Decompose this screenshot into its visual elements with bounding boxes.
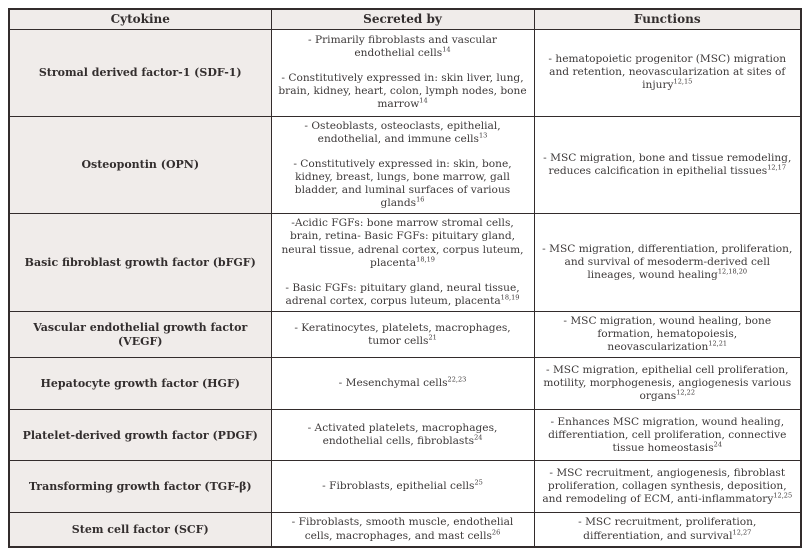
secreted-by-cell: [271, 116, 534, 214]
cell-paragraph: - Enhances MSC migration, wound healing, differentiation, cell proliferation, connective tissue homeostasis$^{24}$: [548, 415, 787, 454]
functions-cell: [534, 461, 801, 513]
functions-cell: [534, 116, 801, 214]
table-row: [9, 358, 801, 410]
cell-paragraph: - MSC migration, wound healing, bone formation, hematopoiesis, neovascularization$^{12,21}$: [563, 315, 772, 354]
table-row: [9, 461, 801, 513]
cell-paragraph: - Activated platelets, macrophages, endothelial cells, fibroblasts$^{24}$: [307, 422, 498, 448]
column-header-cytokine: Cytokine: [9, 9, 271, 29]
table-body: [9, 29, 801, 547]
citation-superscript: 18,19: [500, 293, 520, 302]
secreted-by-cell: [271, 312, 534, 358]
column-header-functions: Functions: [534, 9, 801, 29]
citation-superscript: 24: [474, 433, 483, 442]
cell-paragraph: - MSC migration, bone and tissue remodeling, reduces calcification in epithelial tissues$^{12,17}$: [543, 151, 792, 177]
citation-superscript: 24: [713, 440, 722, 449]
functions-cell: [534, 358, 801, 410]
table-row: [9, 312, 801, 358]
secreted-by-cell: [271, 358, 534, 410]
cell-paragraph: - hematopoietic progenitor (MSC) migration and retention, neovascularization at sites of injury$^{12,15}$: [548, 52, 787, 92]
cell-paragraph: - Fibroblasts, epithelial cells$^{25}$: [322, 478, 483, 493]
cell-paragraph: - Osteoblasts, osteoclasts, epithelial, endothelial, and immune cells$^{13}$: [304, 119, 501, 145]
citation-superscript: 21: [428, 333, 437, 342]
citation-superscript: 14: [442, 45, 451, 54]
citation-superscript: 16: [416, 195, 425, 204]
cell-paragraph: - MSC recruitment, angiogenesis, fibroblast proliferation, collagen synthesis, deposition, and remodeling of ECM, anti-inflammatory$^{12,25}$: [542, 467, 793, 506]
functions-cell: [534, 29, 801, 116]
citation-superscript: 18,19: [416, 255, 435, 264]
cytokine-cell: Platelet-derived growth factor (PDGF): [9, 410, 271, 461]
table-row: [9, 410, 801, 461]
cytokine-cell: Vascular endothelial growth factor (VEGF): [9, 312, 271, 358]
cytokine-cell: Transforming growth factor (TGF-β): [9, 461, 271, 513]
cytokine-cell: Hepatocyte growth factor (HGF): [9, 358, 271, 410]
cell-paragraph: - MSC migration, differentiation, proliferation, and survival of mesoderm-derived cell lineages, wound healing$^{12,18,20}$: [542, 242, 793, 282]
table-row: [9, 29, 801, 116]
cytokine-cell: Stromal derived factor-1 (SDF-1): [9, 29, 271, 116]
header-row: [9, 9, 801, 29]
citation-superscript: 22,23: [447, 375, 467, 384]
table-row: [9, 214, 801, 312]
cell-paragraph: - Constitutively expressed in: skin liver, lung, brain, kidney, heart, colon, lymph nodes, bone marrow$^{14}$: [278, 71, 527, 111]
secreted-by-cell: [271, 513, 534, 547]
functions-cell: [534, 513, 801, 547]
cell-paragraph: - Keratinocytes, platelets, macrophages, tumor cells$^{21}$: [294, 321, 511, 347]
secreted-by-cell: [271, 29, 534, 116]
citation-superscript: 26: [491, 527, 501, 536]
cell-paragraph: - Constitutively expressed in: skin, bone, kidney, breast, lungs, bone marrow, gall bladder, and luminal surfaces of various glands$^{16}$: [293, 157, 512, 210]
cell-paragraph: - Primarily fibroblasts and vascular endothelial cells$^{14}$: [308, 33, 497, 59]
citation-superscript: 12,15: [673, 77, 693, 86]
citation-superscript: 12,25: [773, 491, 793, 500]
citation-superscript: 12,22: [676, 388, 696, 397]
citation-superscript: 12,18,20: [717, 267, 748, 276]
table-row: [9, 116, 801, 214]
cytokine-table: [8, 8, 802, 548]
cytokine-cell: Osteopontin (OPN): [9, 116, 271, 214]
cell-paragraph: -Acidic FGFs: bone marrow stromal cells, brain, retina- Basic FGFs: pituitary gland, neural tissue, adrenal cortex, corpus luteum, placenta$^{18,19}$: [281, 217, 524, 269]
cell-paragraph: - Fibroblasts, smooth muscle, endothelial cells, macrophages, and mast cells$^{26}$: [291, 516, 514, 542]
secreted-by-cell: [271, 461, 534, 513]
secreted-by-cell: [271, 214, 534, 312]
functions-cell: [534, 410, 801, 461]
cytokine-cell: Basic fibroblast growth factor (bFGF): [9, 214, 271, 312]
cell-paragraph: - MSC migration, epithelial cell proliferation, motility, morphogenesis, angiogenesis various organs$^{12,22}$: [543, 364, 792, 403]
cytokine-cell: Stem cell factor (SCF): [9, 513, 271, 547]
cell-paragraph: - MSC recruitment, proliferation, differentiation, and survival$^{12,27}$: [578, 516, 757, 542]
column-header-secreted-by: Secreted by: [271, 9, 534, 29]
cell-paragraph: - Mesenchymal cells$^{22,23}$: [338, 375, 467, 390]
citation-superscript: 12,21: [708, 339, 728, 348]
citation-superscript: 13: [478, 131, 488, 140]
citation-superscript: 14: [419, 96, 428, 105]
functions-cell: [534, 214, 801, 312]
table-row: [9, 513, 801, 547]
functions-cell: [534, 312, 801, 358]
citation-superscript: 25: [474, 478, 483, 487]
citation-superscript: 12,27: [732, 527, 752, 536]
citation-superscript: 12,17: [767, 163, 786, 172]
cell-paragraph: - Basic FGFs: pituitary gland, neural tissue, adrenal cortex, corpus luteum, placenta$^{18,19}$: [285, 281, 520, 307]
secreted-by-cell: [271, 410, 534, 461]
